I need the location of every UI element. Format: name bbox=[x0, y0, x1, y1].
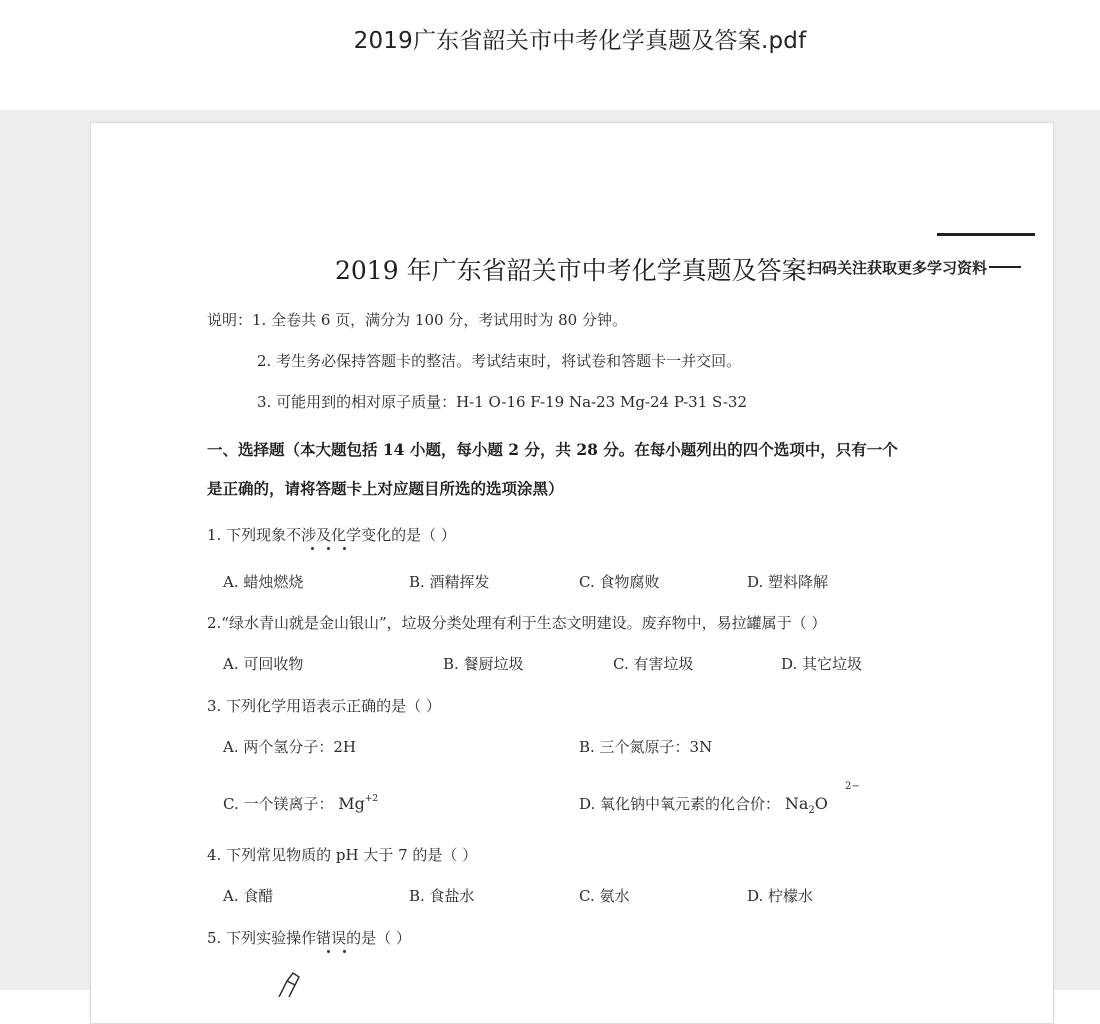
q1-option-b: B. 酒精挥发 bbox=[409, 573, 490, 591]
q1-option-c: C. 食物腐败 bbox=[579, 573, 660, 591]
emphasis-dot bbox=[327, 950, 330, 953]
q4-option-d: D. 柠檬水 bbox=[747, 887, 814, 905]
section-heading-cont: 是正确的，请将答题卡上对应题目所选的选项涂黑） bbox=[207, 479, 564, 498]
o-symbol: O bbox=[814, 794, 828, 813]
mg-charge: +2 bbox=[364, 794, 379, 804]
qr-caption: 扫码关注获取更多学习资料 bbox=[807, 259, 988, 277]
q3-option-a: A. 两个氢分子：2H bbox=[223, 738, 356, 756]
file-title: 2019广东省韶关市中考化学真题及答案.pdf bbox=[353, 28, 807, 54]
na-subscript: 2 bbox=[808, 805, 815, 816]
question-5: 5. 下列实验操作错误的是（ ） bbox=[207, 929, 411, 947]
question-2: 2.“绿水青山就是金山银山”，垃圾分类处理有利于生态文明建设。废弃物中，易拉罐属于（ ） bbox=[207, 614, 827, 632]
q2-option-d: D. 其它垃圾 bbox=[781, 655, 863, 673]
qr-caption-rule bbox=[989, 266, 1021, 268]
viewer-header bbox=[0, 0, 1100, 110]
q3-option-c bbox=[223, 793, 378, 814]
instruction-1: 说明：1. 全卷共 6 页，满分为 100 分，考试用时为 80 分钟。 bbox=[207, 311, 627, 329]
pdf-page bbox=[90, 122, 1054, 1024]
q2-option-a: A. 可回收物 bbox=[223, 655, 304, 673]
emphasis-dot bbox=[343, 547, 346, 550]
mg-symbol: Mg bbox=[338, 794, 365, 813]
emphasis-dot bbox=[343, 950, 346, 953]
q3-option-c-text: C. 一个镁离子： bbox=[223, 795, 334, 813]
section-heading: 一、选择题（本大题包括 14 小题，每小题 2 分，共 28 分。在每小题列出的四个选项中，只有一个 bbox=[207, 440, 898, 459]
emphasis-dot bbox=[311, 547, 314, 550]
q4-option-a: A. 食醋 bbox=[223, 887, 274, 905]
q4-option-b: B. 食盐水 bbox=[409, 887, 475, 905]
question-4: 4. 下列常见物质的 pH 大于 7 的是（ ） bbox=[207, 846, 478, 864]
na-symbol: Na bbox=[784, 794, 809, 813]
question-3: 3. 下列化学用语表示正确的是（ ） bbox=[207, 697, 441, 715]
q1-option-d: D. 塑料降解 bbox=[747, 573, 829, 591]
instruction-2: 2. 考生务必保持答题卡的整洁。考试结束时，将试卷和答题卡一并交回。 bbox=[257, 352, 742, 370]
test-tube-illustration-icon bbox=[271, 971, 311, 997]
question-1: 1. 下列现象不涉及化学变化的是（ ） bbox=[207, 526, 456, 544]
q2-option-c: C. 有害垃圾 bbox=[613, 655, 694, 673]
emphasis-dot bbox=[327, 547, 330, 550]
qr-code-edge bbox=[937, 233, 1035, 236]
document-title: 2019 年广东省韶关市中考化学真题及答案 bbox=[335, 256, 807, 285]
q3-option-d-text: D. 氧化钠中氧元素的化合价： bbox=[579, 795, 781, 813]
sodium-oxide-formula bbox=[784, 794, 828, 816]
q3-option-b: B. 三个氮原子：3N bbox=[579, 738, 713, 756]
q4-option-c: C. 氨水 bbox=[579, 887, 630, 905]
q3-option-d bbox=[579, 793, 828, 816]
q2-option-b: B. 餐厨垃圾 bbox=[443, 655, 524, 673]
magnesium-ion-formula bbox=[338, 794, 378, 813]
q1-option-a: A. 蜡烛燃烧 bbox=[223, 573, 304, 591]
document-canvas[interactable] bbox=[0, 110, 1100, 990]
instruction-3: 3. 可能用到的相对原子质量：H-1 O-16 F-19 Na-23 Mg-24 P-31 S-32 bbox=[257, 393, 748, 411]
oxygen-valence: 2− bbox=[845, 781, 860, 792]
